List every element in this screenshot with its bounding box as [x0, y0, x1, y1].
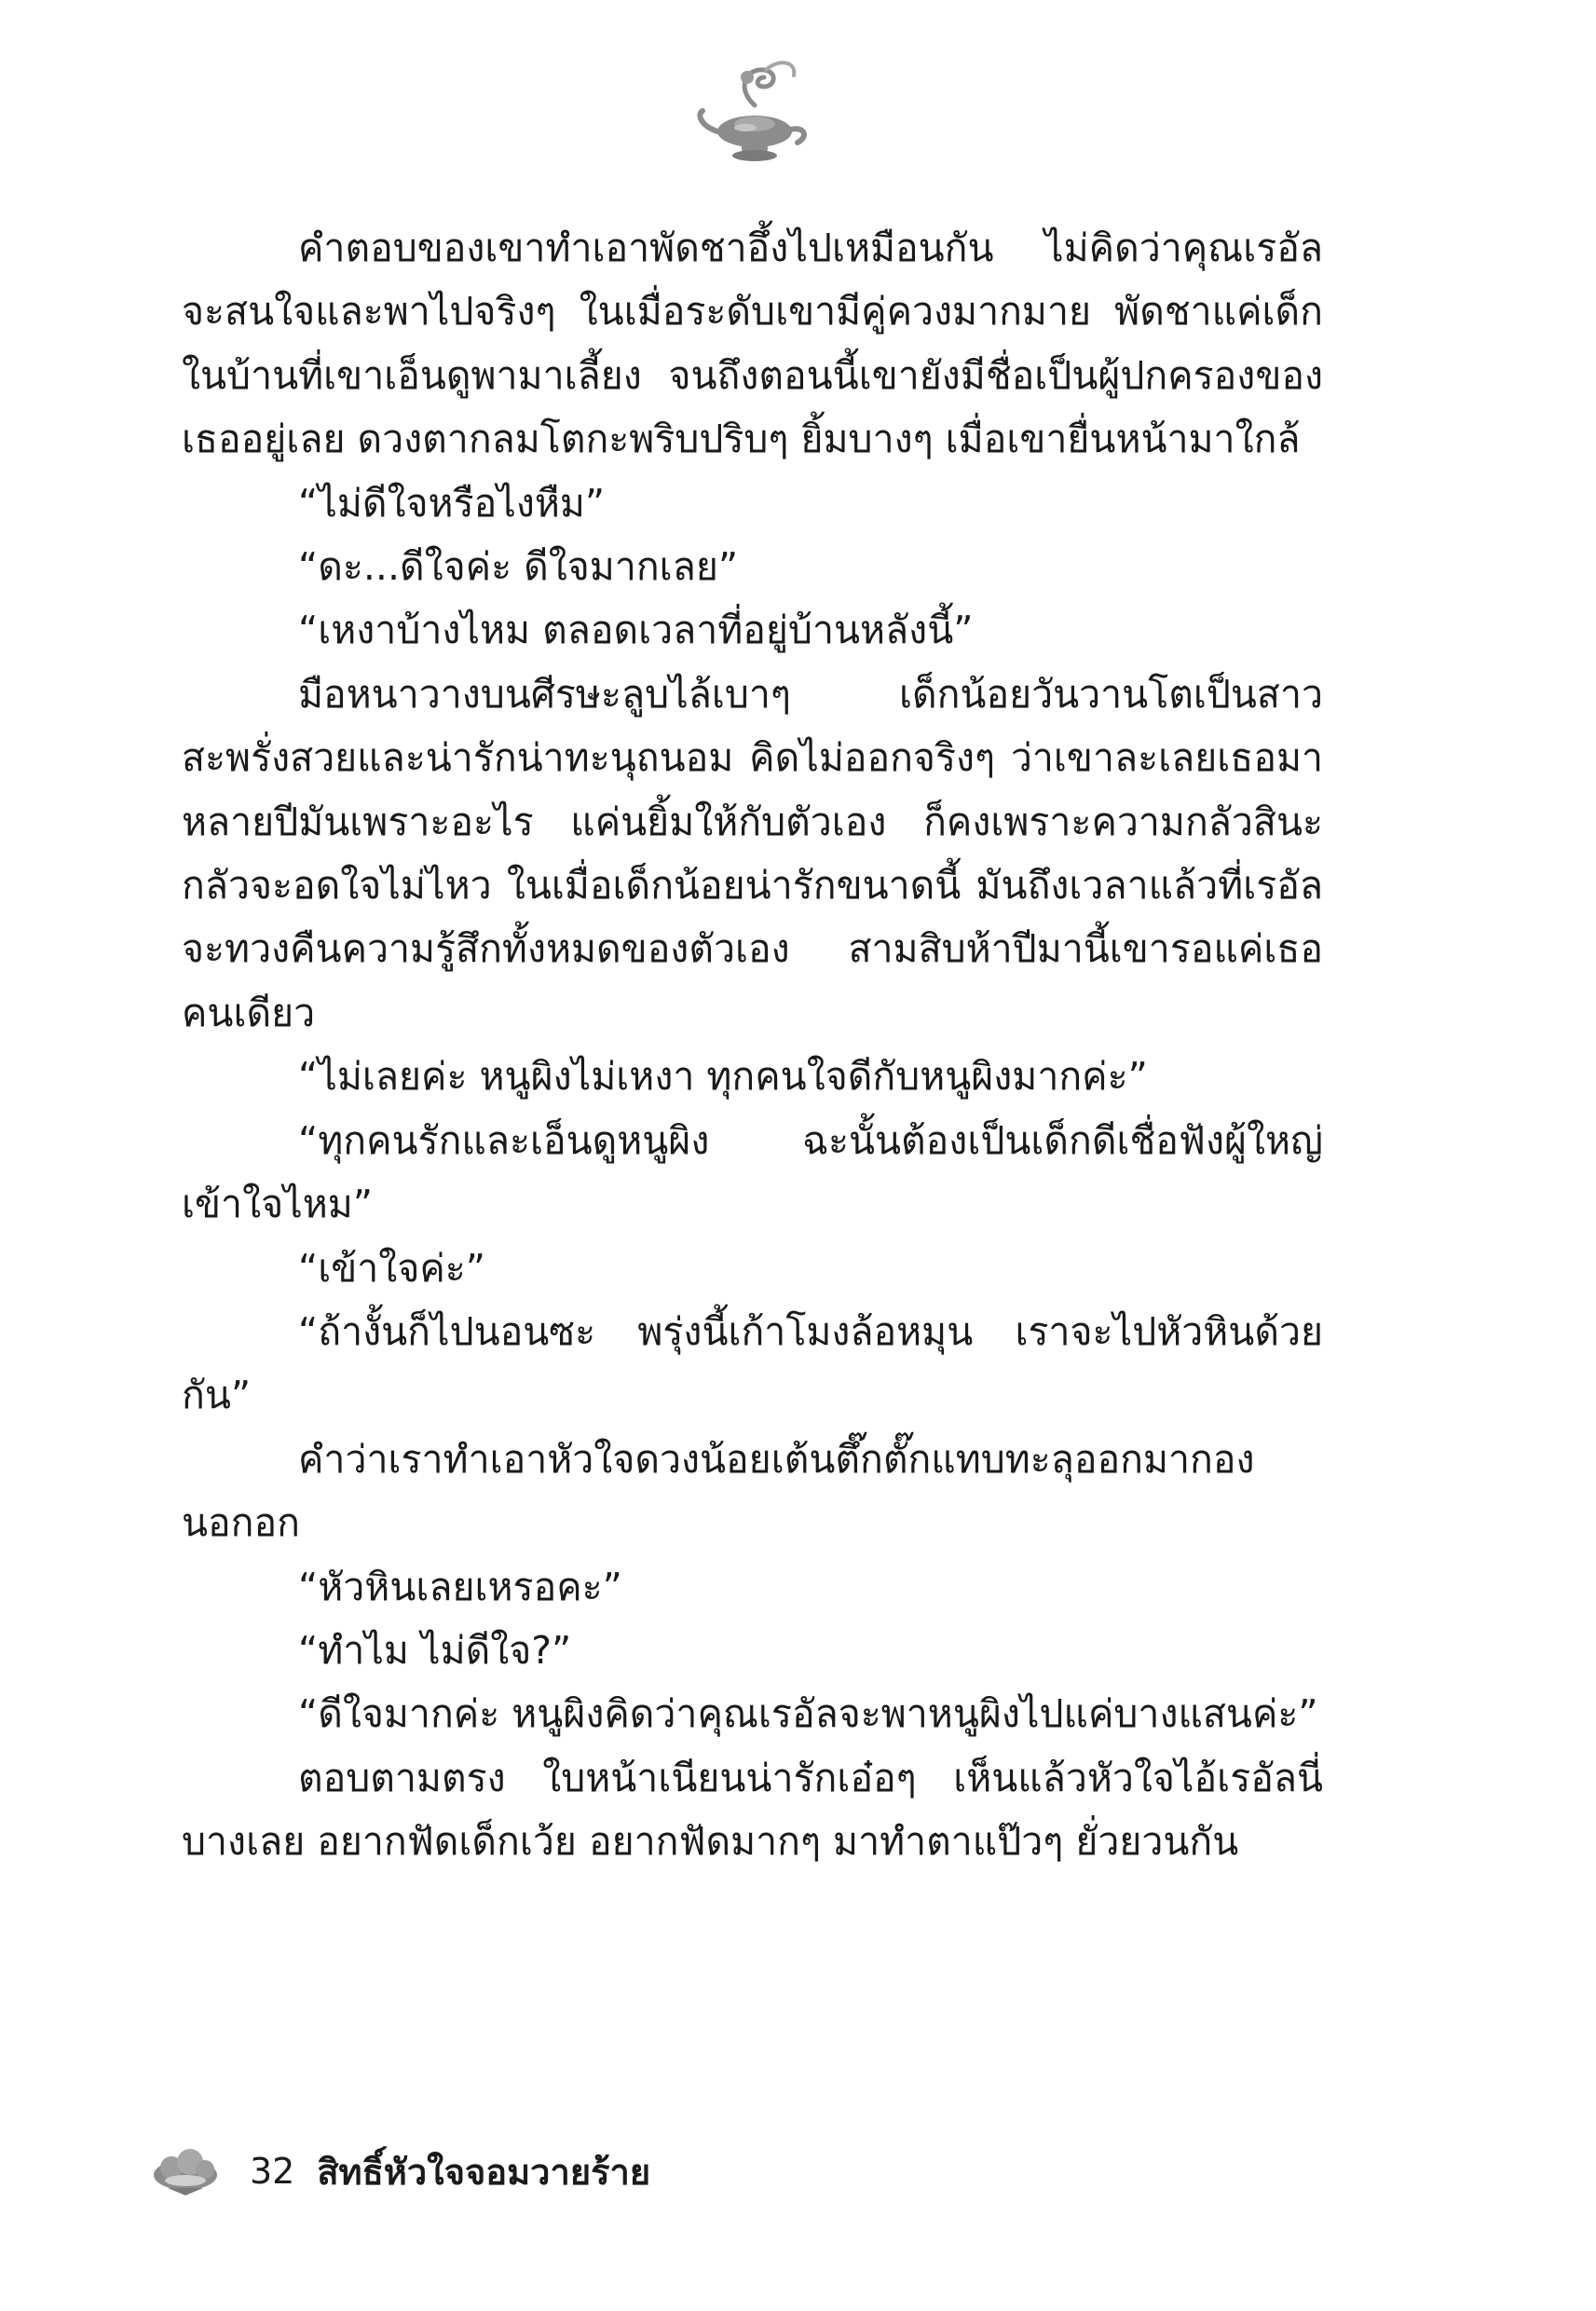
dialogue-line: “ดีใจมากค่ะ หนูผิงคิดว่าคุณเรอัลจะพาหนูผิงไปแค่บางแสนค่ะ”: [298, 1691, 1318, 1737]
page-footer: [149, 2139, 650, 2204]
dialogue-line: “ทำไม ไม่ดีใจ?”: [298, 1627, 572, 1673]
dialogue-line: “ถ้างั้นก็ไปนอนซะ พรุ่งนี้เก้าโมงล้อหมุน เราจะไปหัวหินด้วยกัน”: [182, 1308, 1323, 1418]
paragraph: คำตอบของเขาทำเอาพัดชาอึ้งไปเหมือนกัน ไม่คิดว่าคุณเรอัลจะสนใจและพาไปจริงๆ ในเมื่อระดับเขามีคู่ควงมากมาย พัดชาแค่เด็กในบ้านที่เขาเอ็นดูพามาเลี้ยง จนถึงตอนนี้เขายังมีชื่อเป็นผู้ปกครองของเธออยู่เลย ดวงตากลมโตกะพริบปริบๆ ยิ้มบางๆ เมื่อเขายื่นหน้ามาใกล้: [182, 226, 1323, 462]
paragraph: มือหนาวางบนศีรษะลูบไล้เบาๆ เด็กน้อยวันวานโตเป็นสาวสะพรั่งสวยและน่ารักน่าทะนุถนอม คิดไม่ออกจริงๆ ว่าเขาละเลยเธอมาหลายปีมันเพราะอะไร แค่นยิ้มให้กับตัวเอง ก็คงเพราะความกลัวสินะกลัวจะอดใจไม่ไหว ในเมื่อเด็กน้อยน่ารักขนาดนี้ มันถึงเวลาแล้วที่เรอัลจะทวงคืนความรู้สึกทั้งหมดของตัวเอง สามสิบห้าปีมานี้เขารอแค่เธอคนเดียว: [182, 671, 1323, 1035]
page-number: 32: [250, 2151, 295, 2192]
book-title: สิทธิ์หัวใจจอมวายร้าย: [317, 2151, 651, 2193]
cloud-ornament-icon: [149, 2145, 222, 2197]
dialogue-line: “ไม่ดีใจหรือไงหืม”: [298, 480, 606, 526]
paragraph: คำว่าเราทำเอาหัวใจดวงน้อยเต้นตึ๊กตั๊กแทบทะลุออกมากองนอกอก: [182, 1436, 1255, 1546]
dialogue-line: “ทุกคนรักและเอ็นดูหนูผิง ฉะนั้นต้องเป็นเด็กดีเชื่อฟังผู้ใหญ่เข้าใจไหม”: [182, 1117, 1323, 1227]
dialogue-line: “เหงาบ้างไหม ตลอดเวลาที่อยู่บ้านหลังนี้”: [298, 608, 974, 653]
dialogue-line: “เข้าใจค่ะ”: [298, 1245, 486, 1291]
dialogue-line: “ไม่เลยค่ะ หนูผิงไม่เหงา ทุกคนใจดีกับหนูผิงมากค่ะ”: [298, 1054, 1148, 1100]
paragraph: ตอบตามตรง ใบหน้าเนียนน่ารักเอ๋อๆ เห็นแล้วหัวใจไอ้เรอัลนี่บางเลย อยากฟัดเด็กเว้ย อยากฟัดมากๆ มาทำตาแป๊วๆ ยั่วยวนกัน: [182, 1755, 1323, 1865]
dialogue-line: “หัวหินเลยเหรอคะ”: [298, 1564, 622, 1609]
dialogue-line: “ดะ...ดีใจค่ะ ดีใจมากเลย”: [298, 544, 739, 590]
body-text: [182, 216, 1323, 1874]
genie-lamp-icon: [689, 51, 820, 172]
